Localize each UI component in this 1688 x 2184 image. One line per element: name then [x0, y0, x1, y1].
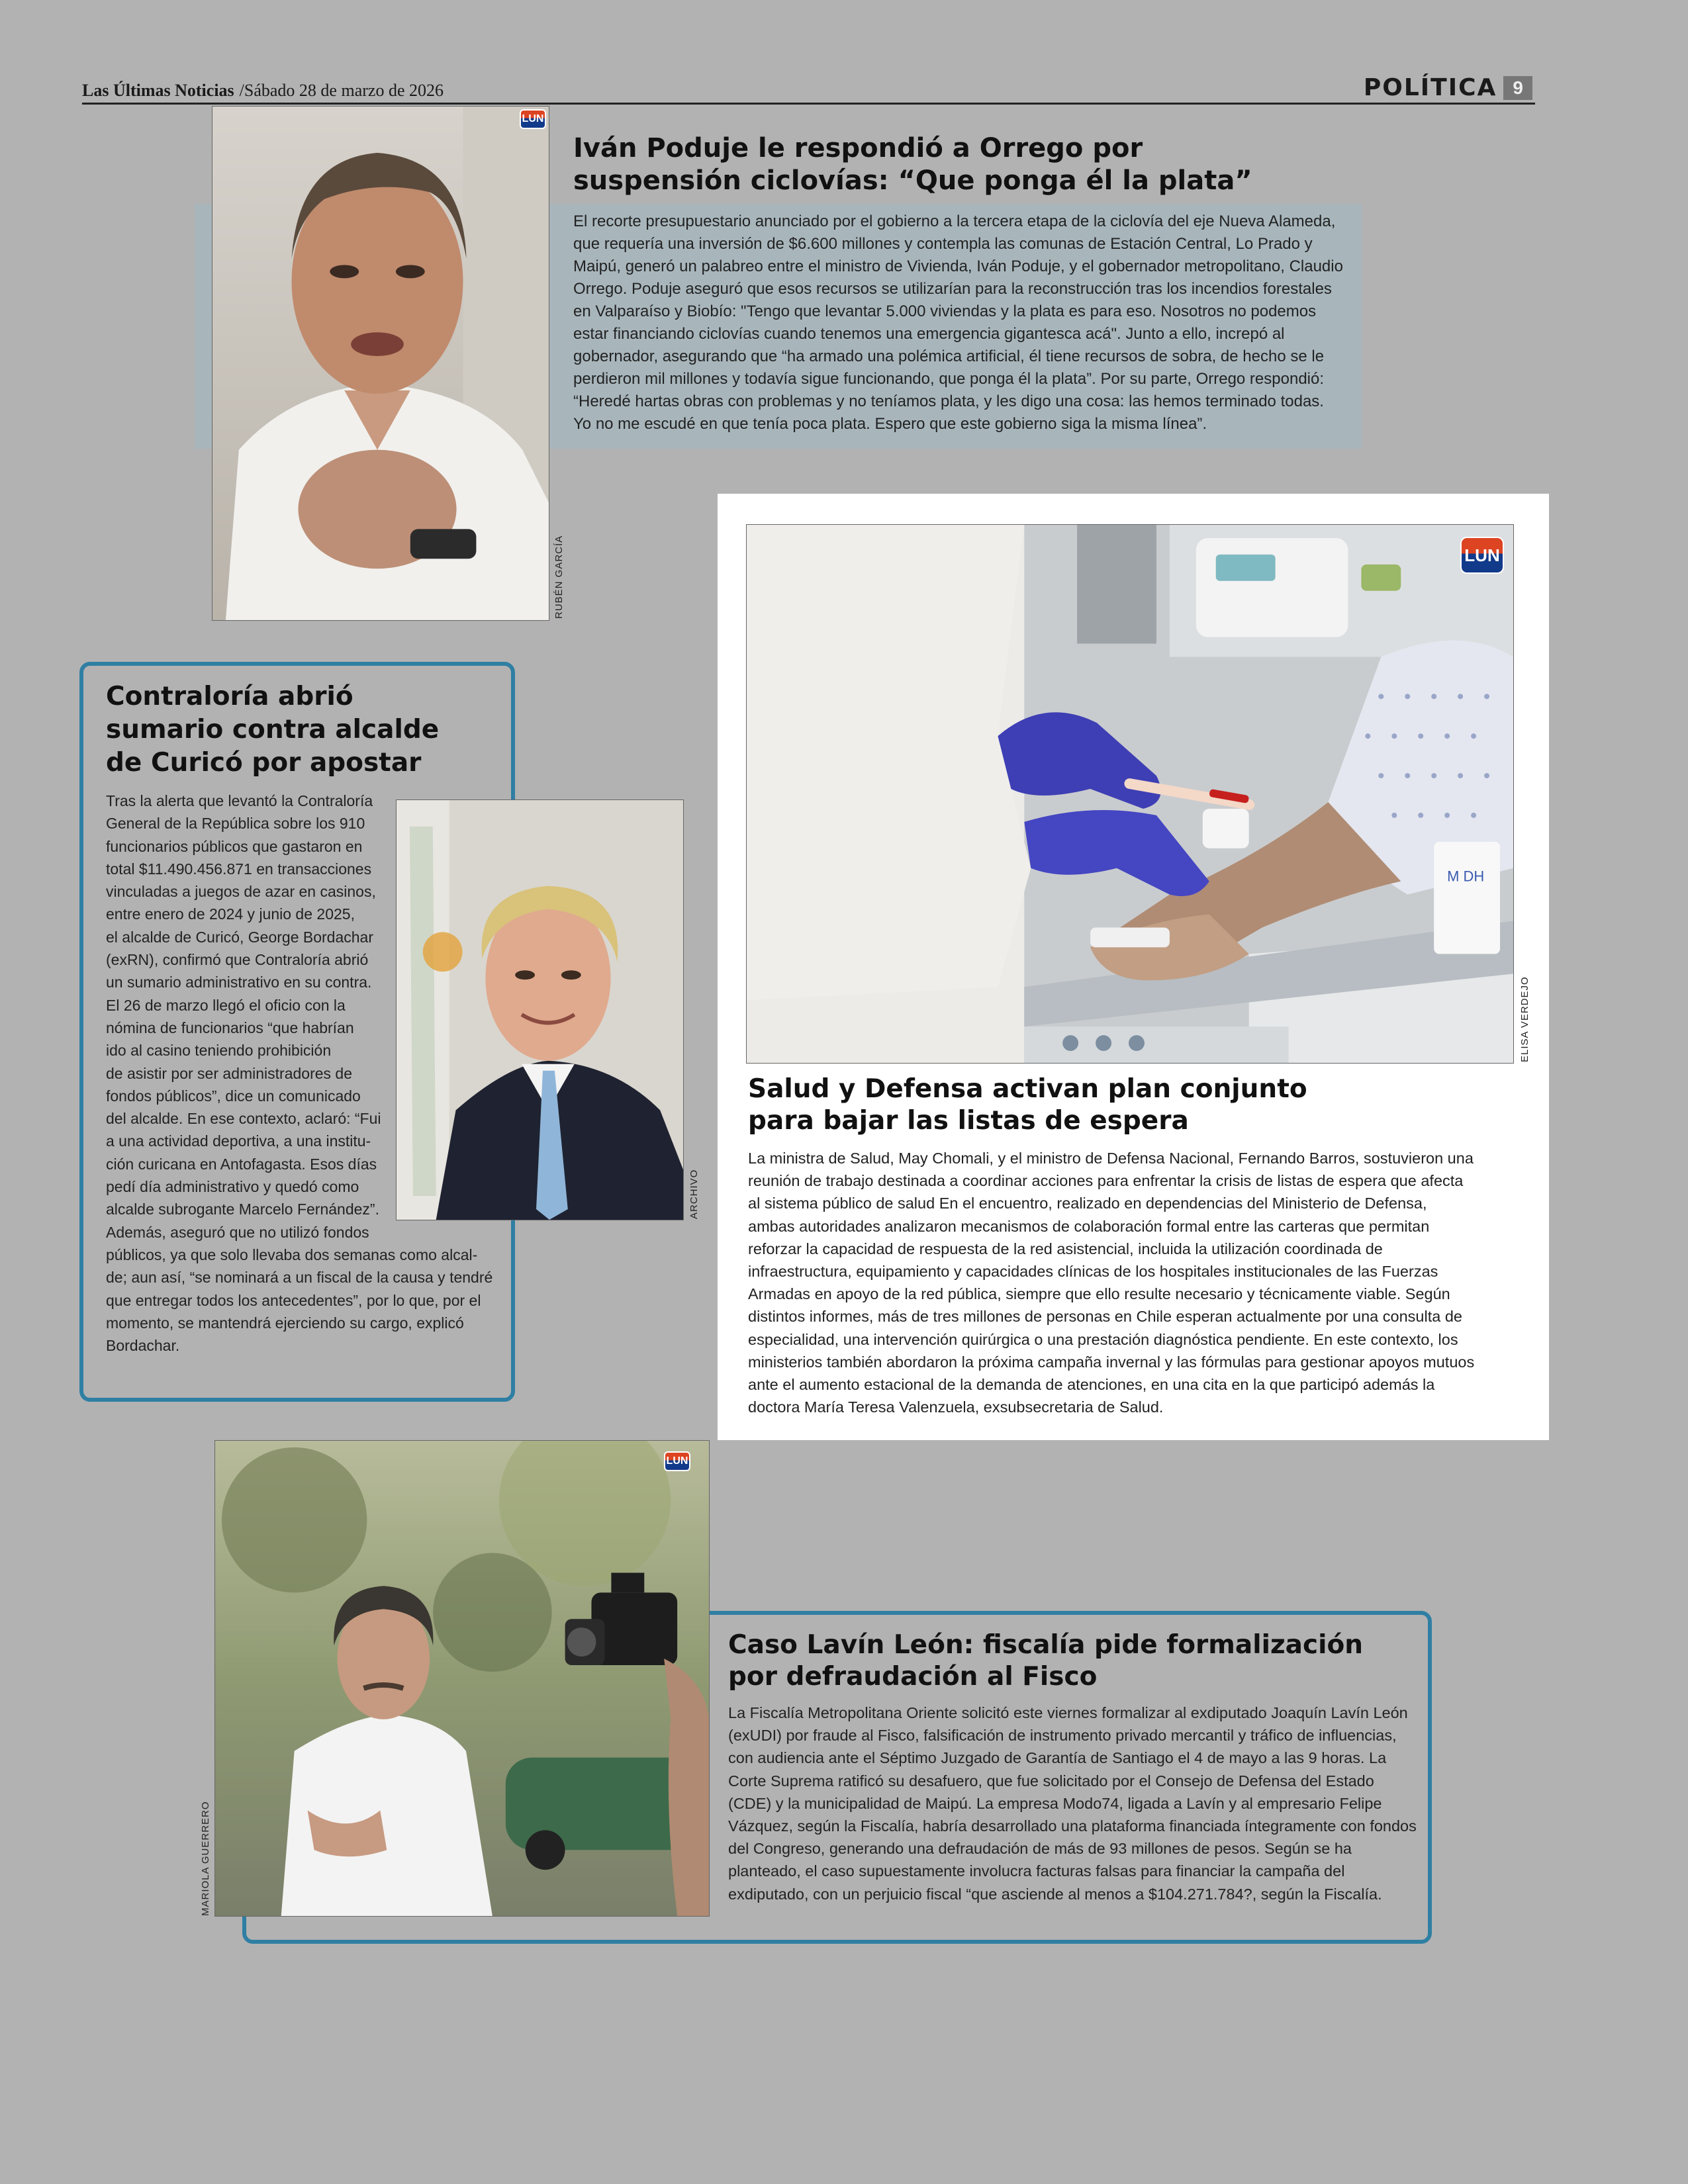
contraloria-line: que entregar todos los antecedentes”, por lo que, por el: [106, 1291, 481, 1309]
lun-logo-icon: LUN: [1460, 537, 1504, 574]
salud-photo: [746, 524, 1514, 1064]
contraloria-line: fondos públicos”, dice un comunicado: [106, 1087, 361, 1105]
page-number: 9: [1503, 76, 1532, 100]
contraloria-headline: Contraloría abrió sumario contra alcalde de Curicó por apostar: [106, 682, 440, 778]
contraloria-line: Bordachar.: [106, 1337, 180, 1355]
lavin-photo-credit: MARIOLA GUERRERO: [200, 1801, 211, 1916]
contraloria-line: El 26 de marzo llegó el oficio con la: [106, 996, 346, 1014]
poduje-headline: Iván Poduje le respondió a Orrego por suspensión ciclovías: “Que ponga él la plata”: [573, 133, 1252, 196]
contraloria-line: públicos, ya que solo llevaba dos semanas como alcal-: [106, 1246, 478, 1263]
contraloria-line: (exRN), confirmó que Contraloría abrió: [106, 951, 369, 969]
contraloria-line: de asistir por ser administradores de: [106, 1064, 352, 1082]
contraloria-line: total $11.490.456.871 en transacciones: [106, 860, 372, 878]
lavin-photo: [214, 1440, 710, 1917]
cup-annotation: M DH: [1447, 868, 1485, 885]
bordachar-photo: [396, 799, 684, 1220]
salud-body: La ministra de Salud, May Chomali, y el ministro de Defensa Nacional, Fernando Barros, sostuvieron una reunión de trabajo destinada a coordinar acciones para enfrentar la crisis de listas de espera que afecta al sistema público de salud En el encuentro, realizado en dependencias del Ministerio de Defensa, ambas autoridades analizaron mecanismos de colaboración formal entre las carteras que permitan reforzar la capacidad de respuesta de la red asistencial, incluida la utilización coordinada de infraestructura, equipamiento y capacidades clínicas de los hospitales institucionales de las Fuerzas Armadas en apoyo de la red pública, siempre que ello resulte necesario y técnicamente viable. Según distintos informes, más de tres millones de personas en Chile esperan actualmente por una consulta de especialidad, una intervención quirúrgica o una prestación diagnóstica pendiente. En este contexto, los ministerios también abordaron la próxima campaña invernal y las fórmulas para gestionar apoyos mutuos ante el aumento estacional de la demanda de atenciones, en una cita en la que participó además la doctora María Teresa Valenzuela, exsubsecretaria de Salud.: [748, 1150, 1475, 1416]
lun-logo-icon: LUN: [664, 1451, 690, 1471]
contraloria-line: un sumario administrativo en su contra.: [106, 974, 372, 991]
contraloria-line: el alcalde de Curicó, George Bordachar: [106, 928, 374, 946]
contraloria-line: del alcalde. En ese contexto, aclaró: “Fui: [106, 1110, 381, 1128]
section-header: [1364, 74, 1532, 101]
contraloria-line: ido al casino teniendo prohibición: [106, 1042, 332, 1060]
poduje-photo: [212, 106, 549, 621]
salud-photo-image: [747, 525, 1513, 1063]
issue-date: /Sábado 28 de marzo de 2026: [239, 81, 444, 100]
contraloria-line: vinculadas a juegos de azar en casinos,: [106, 883, 376, 901]
section-title: POLÍTICA: [1363, 74, 1497, 101]
contraloria-line: momento, se mantendrá ejerciendo su cargo, explicó: [106, 1314, 464, 1332]
poduje-photo-credit: RUBÉN GARCÍA: [553, 535, 565, 619]
contraloria-line: nómina de funcionarios “que habrían: [106, 1019, 354, 1036]
lavin-photo-image: [215, 1441, 709, 1916]
contraloria-line: a una actividad deportiva, a una institu-: [106, 1132, 371, 1150]
header-rule: [82, 103, 1535, 105]
masthead: [82, 81, 444, 101]
contraloria-line: pedí día administrativo y quedó como: [106, 1178, 359, 1196]
contraloria-line: ción curicana en Antofagasta. Esos días: [106, 1155, 377, 1173]
contraloria-body-narrow: [106, 790, 389, 1244]
salud-headline: Salud y Defensa activan plan conjunto para bajar las listas de espera: [748, 1074, 1307, 1136]
lavin-headline: Caso Lavín León: fiscalía pide formalización por defraudación al Fisco: [728, 1630, 1364, 1692]
lavin-body: La Fiscalía Metropolitana Oriente solicitó este viernes formalizar al exdiputado Joaquín Lavín León (exUDI) por fraude al Fisco, falsificación de instrumento privado mercantil y tráfico de influencias, con audiencia ante el Séptimo Juzgado de Garantía de Santiago el 4 de mayo a las 9 horas. La Corte Suprema ratificó su desafuero, que fue solicitado por el Consejo de Defensa del Estado (CDE) y la municipalidad de Maipú. La empresa Modo74, ligada a Lavín y al empresario Felipe Vázquez, según la Fiscalía, habría desarrollado una plataforma financiada íntegramente con fondos del Congreso, generando una defraudación de más de 93 millones de pesos. Según se ha planteado, el caso supuestamente involucra facturas falsas para financiar la campaña del exdiputado, con un perjuicio fiscal “que asciende al menos a $104.271.784?, según la Fiscalía.: [728, 1704, 1417, 1903]
bordachar-photo-image: [397, 800, 683, 1220]
contraloria-line: de; aun así, “se nominará a un fiscal de la causa y tendré: [106, 1269, 493, 1287]
contraloria-body-wide: [106, 1244, 503, 1357]
newspaper-name: Las Últimas Noticias: [82, 81, 234, 100]
contraloria-line: General de la República sobre los 910: [106, 815, 365, 833]
contraloria-line: entre enero de 2024 y junio de 2025,: [106, 905, 355, 923]
salud-photo-credit: ELISA VERDEJO: [1519, 976, 1530, 1062]
bordachar-photo-credit: ARCHIVO: [688, 1169, 700, 1219]
contraloria-line: funcionarios públicos que gastaron en: [106, 837, 363, 855]
contraloria-line: Además, aseguró que no utilizó fondos: [106, 1223, 369, 1241]
poduje-photo-image: [212, 107, 549, 620]
poduje-body: El recorte presupuestario anunciado por el gobierno a la tercera etapa de la ciclovía del eje Nueva Alameda, que requería una inversión de $6.600 millones y contempla las comunas de Estación Central, Lo Prado y Maipú, generó un palabreo entre el ministro de Vivienda, Iván Poduje, y el gobernador metropolitano, Claudio Orrego. Poduje aseguró que esos recursos se utilizarían para la reconstrucción tras los incendios forestales en Valparaíso y Biobío: "Tengo que levantar 5.000 viviendas y la plata es para eso. Nosotros no podemos estar financiando ciclovías cuando tenemos una emergencia gigantesca acá". Junto a ello, increpó al gobernador, asegurando que “ha armado una polémica artificial, él tiene recursos de sobra, de hecho se le perdieron mil millones y todavía sigue funcionando, que ponga él la plata”. Por su parte, Orrego respondió: “Heredé hartas obras con problemas y no teníamos plata, y les digo una cosa: las hemos terminado todas. Yo no me escudé en que tenía poca plata. Espero que este gobierno siga la misma línea”.: [573, 212, 1343, 433]
contraloria-line: alcalde subrogante Marcelo Fernández”.: [106, 1201, 379, 1218]
lun-logo-icon: LUN: [520, 109, 546, 129]
contraloria-line: Tras la alerta que levantó la Contraloría: [106, 792, 373, 809]
